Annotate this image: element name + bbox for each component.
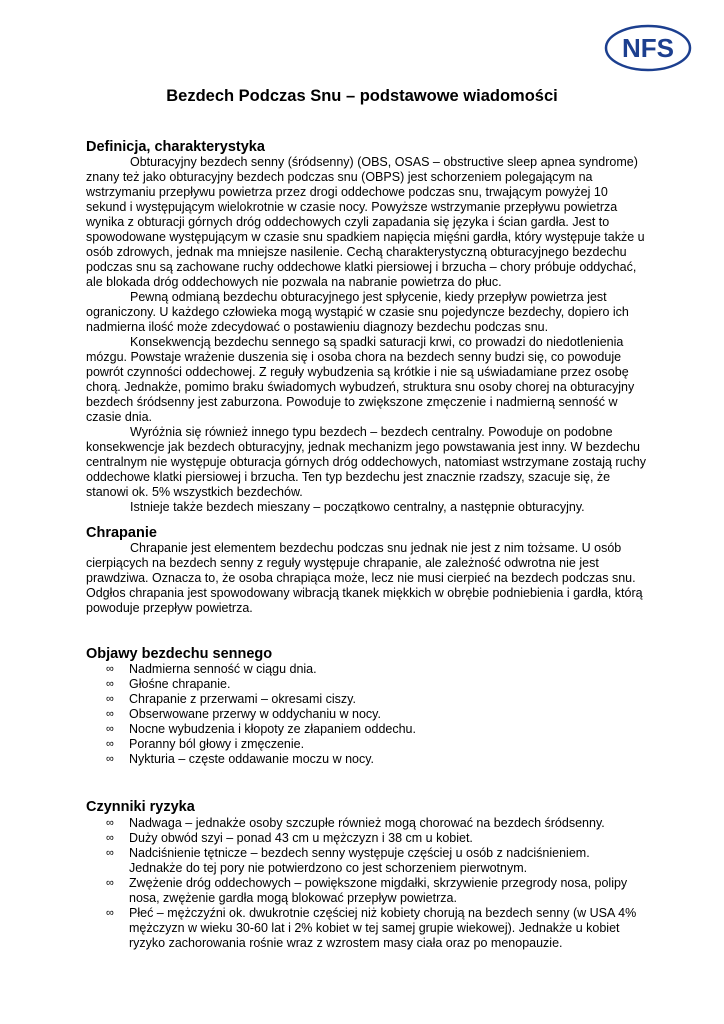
bullet-icon: ∞ bbox=[106, 708, 114, 720]
list-item: ∞ Nykturia – częste oddawanie moczu w nocy. bbox=[106, 752, 375, 766]
bullet-icon: ∞ bbox=[106, 907, 114, 919]
chrapanie-body bbox=[86, 541, 646, 616]
paragraph: Istnieje także bezdech mieszany – początkowo centralny, a następnie obturacyjny. bbox=[130, 500, 585, 514]
paragraph: Wyróżnia się również innego typu bezdech – bezdech centralny. Powoduje on podobne konsekwencje jak bezdech obturacyjny, jednak mechanizm jego powstawania jest inny. W bezdechu centralnym nie występuje obturacja górnych dróg oddechowych, natomiast wstrzymane zostają ruchy oddechowe klatki piersiowej i brzucha. Ten typ bezdechu jest znacznie rzadszy, szacuje się, że stanowi ok. 5% wszystkich bezdechów. bbox=[86, 425, 646, 499]
document-title: Bezdech Podczas Snu – podstawowe wiadomości bbox=[166, 87, 558, 105]
heading-chrapanie: Chrapanie bbox=[86, 525, 157, 541]
paragraph: Chrapanie jest elementem bezdechu podczas snu jednak nie jest z nim tożsame. U osób cierpiących na bezdech senny z reguły występuje chrapanie, ale zależność odwrotna nie jest prawdziwa. Oznacza to, że osoba chrapiąca może, lecz nie musi cierpieć na bezdech podczas snu. Odgłos chrapania jest spowodowany wibracją tkanek miękkich w obrębie podniebienia i gardła, którą powoduje przepływ powietrza. bbox=[86, 541, 643, 615]
definicja-body bbox=[86, 155, 646, 515]
bullet-icon: ∞ bbox=[106, 693, 114, 705]
list-item: ∞ Nadmierna senność w ciągu dnia. bbox=[106, 662, 317, 676]
bullet-icon: ∞ bbox=[106, 877, 114, 889]
nfs-logo bbox=[604, 24, 692, 72]
bullet-icon: ∞ bbox=[106, 832, 114, 844]
bullet-icon: ∞ bbox=[106, 847, 114, 859]
list-item: ∞ Głośne chrapanie. bbox=[106, 677, 231, 691]
bullet-icon: ∞ bbox=[106, 753, 114, 765]
czynniki-list bbox=[86, 816, 646, 951]
list-item: ∞ Obserwowane przerwy w oddychaniu w nocy. bbox=[106, 707, 381, 721]
heading-objawy: Objawy bezdechu sennego bbox=[86, 646, 273, 662]
objawy-list bbox=[86, 662, 646, 767]
list-item: ∞ Płeć – mężczyźni ok. dwukrotnie częściej niż kobiety chorują na bezdech senny (w USA 4% mężczyzn w wieku 30-60 lat i 2% kobiet w tej samej grupie wiekowej). Jednakże u kobiet ryzyko zachorowania rośnie wraz z wzrostem masy ciała oraz po menopauzie. bbox=[106, 906, 637, 950]
bullet-icon: ∞ bbox=[106, 663, 114, 675]
bullet-icon: ∞ bbox=[106, 723, 114, 735]
nfs-logo-text: NFS bbox=[622, 33, 674, 63]
list-item: ∞ Nadwaga – jednakże osoby szczupłe również mogą chorować na bezdech śródsenny. bbox=[106, 816, 605, 830]
bullet-icon: ∞ bbox=[106, 678, 114, 690]
list-item: ∞ Duży obwód szyi – ponad 43 cm u mężczyzn i 38 cm u kobiet. bbox=[106, 831, 473, 845]
bullet-icon: ∞ bbox=[106, 817, 114, 829]
heading-definicja: Definicja, charakterystyka bbox=[86, 139, 265, 155]
list-item: ∞ Nadciśnienie tętnicze – bezdech senny występuje częściej u osób z nadciśnieniem. Jednakże do tej pory nie potwierdzono co jest schorzeniem pierwotnym. bbox=[106, 846, 590, 875]
list-item: ∞ Chrapanie z przerwami – okresami ciszy. bbox=[106, 692, 356, 706]
bullet-icon: ∞ bbox=[106, 738, 114, 750]
list-item: ∞ Zwężenie dróg oddechowych – powiększone migdałki, skrzywienie przegrody nosa, polipy nosa, zwężenie gardła mogą blokować przepływ powietrza. bbox=[106, 876, 628, 905]
list-item: ∞ Nocne wybudzenia i kłopoty ze złapaniem oddechu. bbox=[106, 722, 416, 736]
heading-czynniki: Czynniki ryzyka bbox=[86, 799, 195, 815]
paragraph: Pewną odmianą bezdechu obturacyjnego jest spłycenie, kiedy przepływ powietrza jest ograniczony. U każdego człowieka mogą wystąpić w czasie snu pojedyncze bezdechy, dopiero ich nadmierna ilość może zdecydować o postawieniu diagnozy bezdechu podczas snu. bbox=[86, 290, 629, 334]
paragraph: Obturacyjny bezdech senny (śródsenny) (OBS, OSAS – obstructive sleep apnea syndrome) znany też jako obturacyjny bezdech podczas snu (OBPS) jest schorzeniem polegającym na wstrzymaniu przepływu powietrza przez drogi oddechowe podczas snu, trwającym powyżej 10 sekund i występującym wielokrotnie w czasie nocy. Powyższe wstrzymanie przepływu powietrza wynika z obturacji górnych dróg oddechowych czyli zapadania się języka i ścian gardła. Jest to spowodowane występującym w czasie snu spadkiem napięcia mięśni gardła, który występuje także u osób zdrowych, jednak ma mniejsze nasilenie. Cechą charakterystyczną obturacyjnego bezdechu podczas snu są zachowane ruchy oddechowe klatki piersiowej i brzucha – chory próbuje oddychać, ale blokada dróg oddechowych nie pozwala na nabranie powietrza do płuc. bbox=[86, 155, 645, 289]
list-item: ∞ Poranny ból głowy i zmęczenie. bbox=[106, 737, 305, 751]
paragraph: Konsekwencją bezdechu sennego są spadki saturacji krwi, co prowadzi do niedotlenienia mózgu. Powstaje wrażenie duszenia się i osoba chora na bezdech senny budzi się, co powoduje powrót czynności oddechowej. Z reguły wybudzenia są krótkie i nie są uświadamiane przez osobę chorą. Jednakże, pomimo braku świadomych wybudzeń, struktura snu osoby chorej na obturacyjny bezdech śródsenny jest zaburzona. Powoduje to zwiększone zmęczenie i nadmierną senność w czasie dnia. bbox=[86, 335, 635, 424]
